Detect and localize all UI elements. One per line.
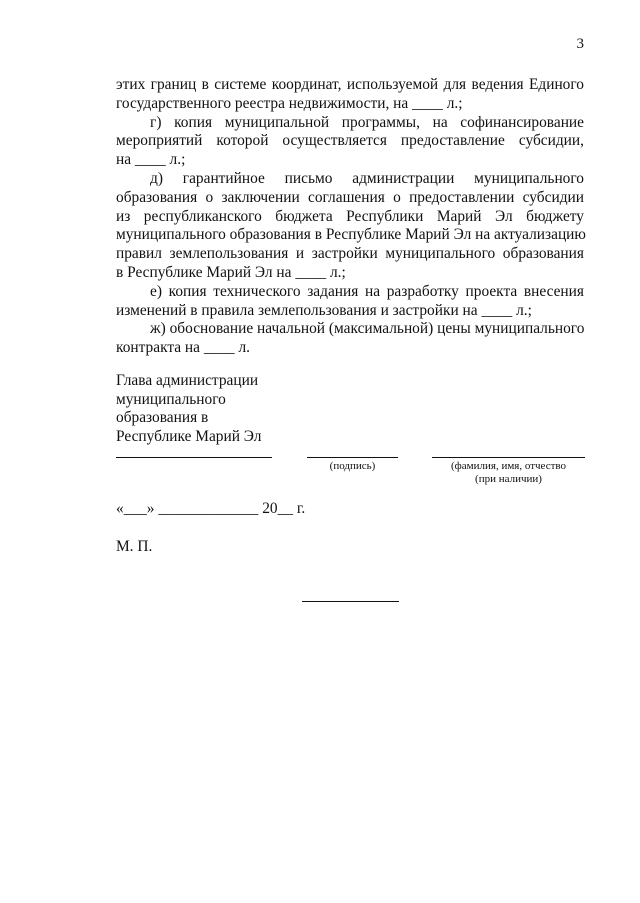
stamp-place: М. П. <box>116 538 153 555</box>
name-caption-line: (при наличии) <box>475 473 542 485</box>
signatory-line: Республике Марий Эл <box>116 427 262 445</box>
name-caption <box>432 460 585 486</box>
item-g-line: мероприятий которой осуществляется предоставление субсидии, <box>116 132 584 150</box>
end-divider <box>302 601 399 602</box>
position-line <box>116 457 272 458</box>
document-body <box>116 76 584 358</box>
item-zh-line: контракта на ____ л. <box>116 339 251 357</box>
item-d-line: д) гарантийное письмо администрации муниципального <box>150 169 584 187</box>
item-e-line: изменений в правила землепользования и застройки на ____ л.; <box>116 301 532 319</box>
text-line: этих границ в системе координат, используемой для ведения Единого <box>116 76 584 93</box>
item-d-line: правил землепользования и застройки муниципального образования <box>116 245 584 263</box>
item-g-line: г) копия муниципальной программы, на софинансирование <box>150 113 584 131</box>
signatory-line: образования в <box>116 409 209 426</box>
name-line <box>432 457 585 458</box>
signature-caption: (подпись) <box>329 460 376 472</box>
item-zh-line: ж) обоснование начальной (максимальной) цены муниципального <box>150 320 585 338</box>
name-caption-line: (фамилия, имя, отчество <box>450 460 567 472</box>
item-e-line: е) копия технического задания на разработку проекта внесения <box>150 282 584 300</box>
item-d-line: в Республике Марий Эл на ____ л.; <box>116 263 346 281</box>
signature-line <box>307 457 398 458</box>
item-d-line: образования о заключении соглашения о предоставлении субсидии <box>116 188 584 206</box>
signatory-line: муниципального <box>116 390 226 408</box>
signatory-line: Глава администрации <box>116 372 259 389</box>
item-d-line: из республиканского бюджета Республики Марий Эл бюджету <box>116 207 584 225</box>
item-g-line: на ____ л.; <box>116 151 186 169</box>
signatory-title <box>116 372 261 446</box>
item-d-line: муниципального образования в Республике Марий Эл на актуализацию <box>116 226 586 244</box>
page-number: 3 <box>576 36 584 52</box>
text-line: государственного реестра недвижимости, на ____ л.; <box>116 94 463 112</box>
date-line: «___» _____________ 20__ г. <box>116 500 306 517</box>
